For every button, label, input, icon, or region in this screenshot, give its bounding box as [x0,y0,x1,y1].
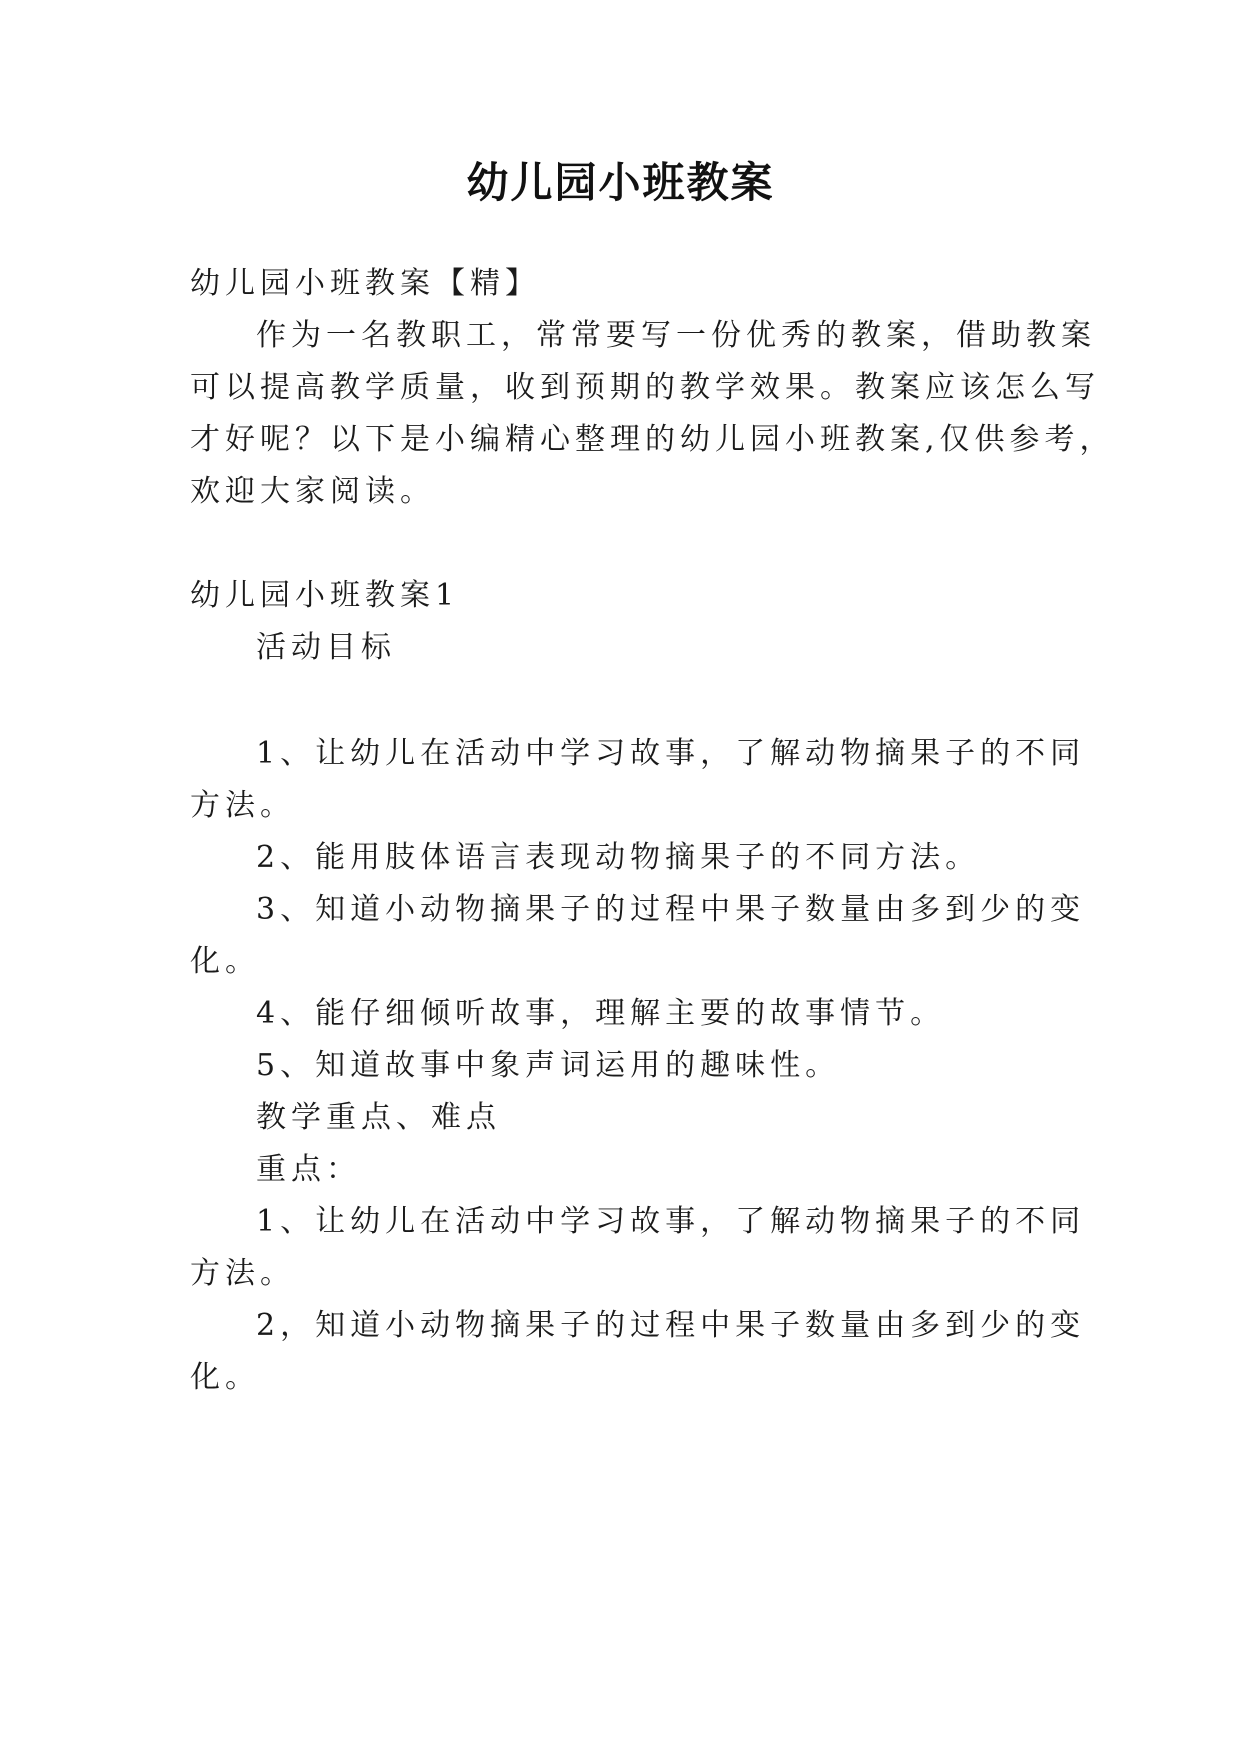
activity-goal-heading: 活动目标 [256,630,396,665]
goal-line-2: 2、能用肢体语言表现动物摘果子的不同方法。 [256,840,981,875]
goal-line-1: 1、让幼儿在活动中学习故事，了解动物摘果子的不同 [256,736,1086,771]
goal-line-3-cont: 化。 [190,944,260,979]
intro-line-4: 欢迎大家阅读。 [190,474,435,509]
key-label: 重点： [256,1152,361,1187]
document-subtitle: 幼儿园小班教案【精】 [190,266,540,301]
intro-line-2: 可以提高教学质量，收到预期的教学效果。教案应该怎么写 [190,370,1100,405]
goal-line-3: 3、知道小动物摘果子的过程中果子数量由多到少的变 [256,892,1086,927]
key-point-line-2-cont: 化。 [190,1360,260,1395]
intro-line-3: 才好呢？以下是小编精心整理的幼儿园小班教案,仅供参考， [190,422,1115,457]
goal-line-1-cont: 方法。 [190,788,295,823]
key-points-heading: 教学重点、难点 [256,1100,501,1135]
document-title: 幼儿园小班教案 [466,158,775,207]
key-point-line-1-cont: 方法。 [190,1256,295,1291]
goal-line-5: 5、知道故事中象声词运用的趣味性。 [256,1048,841,1083]
section-heading: 幼儿园小班教案1 [190,578,460,613]
key-point-line-2: 2，知道小动物摘果子的过程中果子数量由多到少的变 [256,1308,1086,1343]
goal-line-4: 4、能仔细倾听故事，理解主要的故事情节。 [256,996,946,1031]
key-point-line-1: 1、让幼儿在活动中学习故事，了解动物摘果子的不同 [256,1204,1086,1239]
intro-line-1: 作为一名教职工，常常要写一份优秀的教案，借助教案 [256,318,1096,353]
